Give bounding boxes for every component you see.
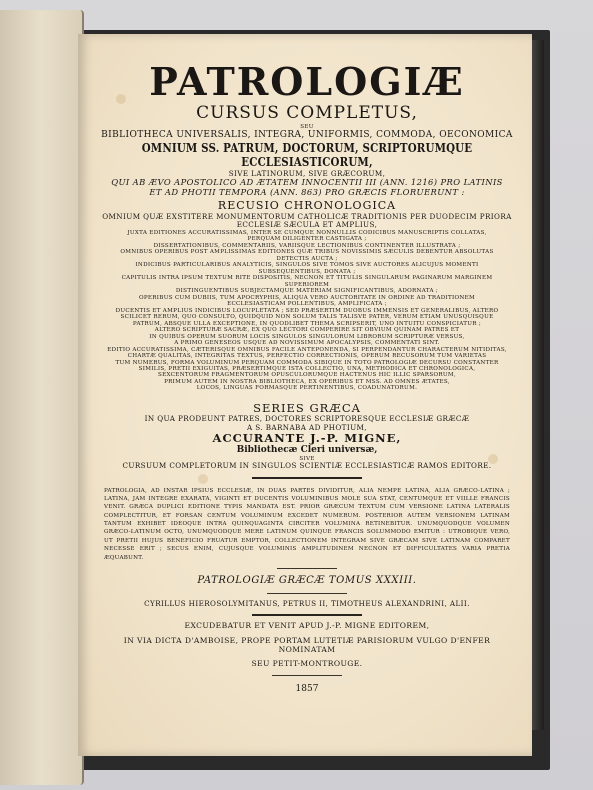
text-line: DISTINGUENTIBUS SUBJECTAMQUE MATERIAM SIGNIFICANTIBUS, ADORNATA ; [175, 288, 439, 295]
volume-title: PATROLOGIÆ GRÆCÆ TOMUS XXXIII. [197, 575, 417, 587]
divider [252, 477, 362, 479]
text-line: IN QUA PRODEUNT PATRES, DOCTORES SCRIPTORESQUE ECCLESIÆ GRÆCÆ [144, 414, 470, 424]
main-title: PATROLOGIÆ [149, 59, 465, 104]
imprint-line: EXCUDEBATUR ET VENIT APUD J.-P. MIGNE EDITOREM, [184, 620, 430, 630]
text-line: OPERIBUS CUM DUBIIS, TUM APOCRYPHIS, ALIQUA VERO AUCTORITATE IN ORDINE AD TRADITIONEM [138, 294, 476, 301]
imprint-line: IN VIA DICTA D'AMBOISE, PROPE PORTAM LUTETIÆ PARISIORUM VULGO D'ENFER NOMINATAM [123, 635, 491, 654]
text-line: INDICIBUS PARTICULARIBUS ANALYTICIS, SINGULOS SIVE TOMOS SIVE AUCTORES ALICUJUS MOMENTI [135, 262, 479, 269]
text-line: ECCLESIÆ SÆCULA ET AMPLIUS, [236, 220, 378, 230]
text-line: SIMILIS, PRETII EXIGUITAS, PRÆSERTIMQUE ISTA COLLECTIO, UNA, METHODICA ET CHRONOLOGICA, [138, 365, 476, 372]
section-heading: RECUSIO CHRONOLOGICA [217, 199, 397, 213]
text-line: SIVE LATINORUM, SIVE GRÆCORUM, [228, 168, 386, 178]
text-line: ECCLESIASTICAM POLLENTIBUS, AMPLIFICATA ; [227, 301, 387, 308]
editor-role: Bibliothecæ Cleri universæ, [236, 445, 378, 456]
editor-name: J.-P. MIGNE, [310, 430, 402, 445]
text-line: A S. BARNABA AD PHOTIUM, [246, 422, 367, 432]
text-line: JUXTA EDITIONES ACCURATISSIMAS, INTER SE CUMQUE NONNULLIS CODICIBUS MANUSCRIPTIS COLLATAS, [127, 229, 487, 236]
text-line: CAPITULIS INTRA IPSUM TEXTUM RITE DISPOSITIS, NECNON ET TITULIS SINGULARUM PAGINARUM MARGINEM SUPERIOREM [121, 275, 493, 288]
text-line: PERQUAM DILIGENTER CASTIGATA ; [247, 236, 367, 243]
series-heading: SERIES GRÆCA [253, 400, 361, 415]
text-line: OMNIBUS OPERIBUS POST AMPLISSIMAS EDITIONES QUÆ TRIBUS NOVISSIMIS SÆCULIS DEBENTUR ABSOLUTAS [120, 249, 494, 256]
text-line: SCILICET RERUM, QUO CONSULTO, QUIDQUID NON SOLUM TALIS TALISVE PATER, VERUM ETIAM UNUSQUISQUE [120, 314, 494, 321]
divider [267, 593, 347, 594]
subtitle: CURSUS COMPLETUS, [196, 102, 418, 123]
text-line: PATRUM, ABSQUE ULLA EXCEPTIONE, IN QUODLIBET THEMA SCRIPSERIT, UNO INTUITU CONSPICIATUR ; [132, 320, 482, 327]
text-line: A PRIMO GENESEOS USQUE AD NOVISSIMUM APOCALYPSIS, COMMENTATI SINT. [174, 340, 440, 347]
text-line: DETECTIS AUCTA ; [276, 255, 338, 262]
left-cover [0, 10, 84, 785]
text-line: SEU [300, 123, 314, 130]
text-line: LOCOS, LINGUAS FORMASQUE PERTINENTIBUS, COADUNATORUM. [196, 385, 418, 392]
title-block [100, 58, 514, 695]
text-line: CURSUUM COMPLETORUM IN SINGULOS SCIENTIÆ ECCLESIASTICÆ RAMOS EDITORE. [122, 461, 492, 471]
text-line: QUI AB ÆVO APOSTOLICO AD ÆTATEM INNOCENTII III (ANN. 1216) PRO LATINIS [111, 176, 503, 187]
description-paragraph: PATROLOGIA, AD INSTAR IPSIUS ECCLESIÆ, IN DUAS PARTES DIVIDITUR, ALIA NEMPE LATINA, ALIA GRÆCO-LATINA ; LATINA, JAM INTEGRE EXARATA, VIGINTI ET DUCENTIS VOLUMINIBUS MOLE SUA STAT, CENTUMQUE ET VIILLE FRANCIS VENIT. GRÆCA DUPLICI EDITIONE TYPIS MANDATA EST. PRIOR GRÆCUM TEXTUM CUM VERSIONE LATINA LATERALIS COMPLECTITUR, ET FORSAN CENTUM VOLUMINUM EXCEDET NUMERUM. POSTERIOR AUTEM VERSIONEM LATINAM TANTUM EXHIBET IDEOQUE INTRA QUINQUAGINTA CIRCITER VOLUMINA RETINEBITUR. UNUMQUODQUE VOLUMEN GRÆCO-LATINUM OCTO, UNUMQUODQUE MERE LATINUM QUINQUE FRANCIS SOLUMMODO EMITUR : UTROBIQUE VERO, UT PRETII HUJUS BENEFICIO FRUATUR EMPTOR, COLLECTIONEM INTEGRAM SIVE GRÆCAM SIVE LATINAM COMPARET NECESSE ERIT ; SECUS ENIM, CUJUSQUE VOLUMINIS AMPLITUDINEM NECNON ET DIFFICULTATES VARIA PRETIA ÆQUABUNT. [104, 487, 510, 561]
text-line: OMNIUM QUÆ EXSTITERE MONUMENTORUM CATHOLICÆ TRADITIONIS PER DUODECIM PRIORA [102, 212, 512, 222]
publication-year: 1857 [295, 684, 319, 695]
text-line: EDITIO ACCURATISSIMA, CÆTERISQUE OMNIBUS FACILE ANTEPONENDA, SI PERPENDANTUR CHARACTERUM NITIDITAS, [107, 346, 507, 353]
text-line: DISSERTATIONIBUS, COMMENTARIIS, VARIISQUE LECTIONIBUS CONTINENTER ILLUSTRATA ; [153, 242, 461, 249]
text-line: IN QUIBUS OPERUM SUORUM LOCIS SINGULOS SINGULORUM LIBRORUM SCRIPTURÆ VERSUS, [149, 333, 465, 340]
divider [272, 675, 342, 676]
text-line: ALTERO SCRIPTURÆ SACRÆ, EX QUO LECTORI COMPERIRE SIT OBVIUM QUINAM PATRES ET [154, 327, 460, 334]
editor-prefix: ACCURANTE [212, 430, 306, 445]
text-line: SEXCENTORUM FRAGMENTORUM OPUSCULORUMQUE HACTENUS HIC ILLIC SPARSORUM, [158, 372, 456, 379]
text-line: TUM NUMERUS, FORMA VOLUMINUM PERQUAM COMMODA SIBIQUE IN TOTO PATROLOGIÆ DECURSU CONSTANTER [115, 359, 499, 366]
title-page [78, 34, 532, 756]
text-line: DUCENTIS ET AMPLIUS INDICIBUS LOCUPLETATA ; SED PRÆSERTIM DUOBUS IMMENSIS ET GENERALIBUS, ALTERO [115, 307, 499, 314]
text-line: SIVE [299, 455, 315, 462]
text-line: PRIMUM AUTEM IN NOSTRA BIBLIOTHECA, EX OPERIBUS ET MSS. AD OMNES ÆTATES, [164, 378, 450, 385]
text-line: OMNIUM SS. PATRUM, DOCTORUM, SCRIPTORUMQUE ECCLESIASTICORUM, [141, 139, 473, 170]
text-line: BIBLIOTHECA UNIVERSALIS, INTEGRA, UNIFORMIS, COMMODA, OECONOMICA [101, 130, 513, 141]
divider [252, 614, 362, 616]
divider [277, 568, 337, 569]
book-spine [530, 40, 544, 730]
authors-line: CYRILLUS HIEROSOLYMITANUS, PETRUS II, TIMOTHEUS ALEXANDRINI, ALII. [144, 598, 470, 608]
editor-line [100, 432, 514, 445]
text-line: ET AD PHOTII TEMPORA (ANN. 863) PRO GRÆCIS FLORUERUNT : [149, 186, 465, 197]
text-line: CHARTÆ QUALITAS, INTEGRITAS TEXTUS, PERFECTIO CORRECTIONIS, OPERUM RECUSORUM TUM VARIETAS [127, 353, 487, 360]
imprint-line: SEU PETIT-MONTROUGE. [251, 659, 363, 669]
text-line: SUBSEQUENTIBUS, DONATA ; [258, 268, 356, 275]
